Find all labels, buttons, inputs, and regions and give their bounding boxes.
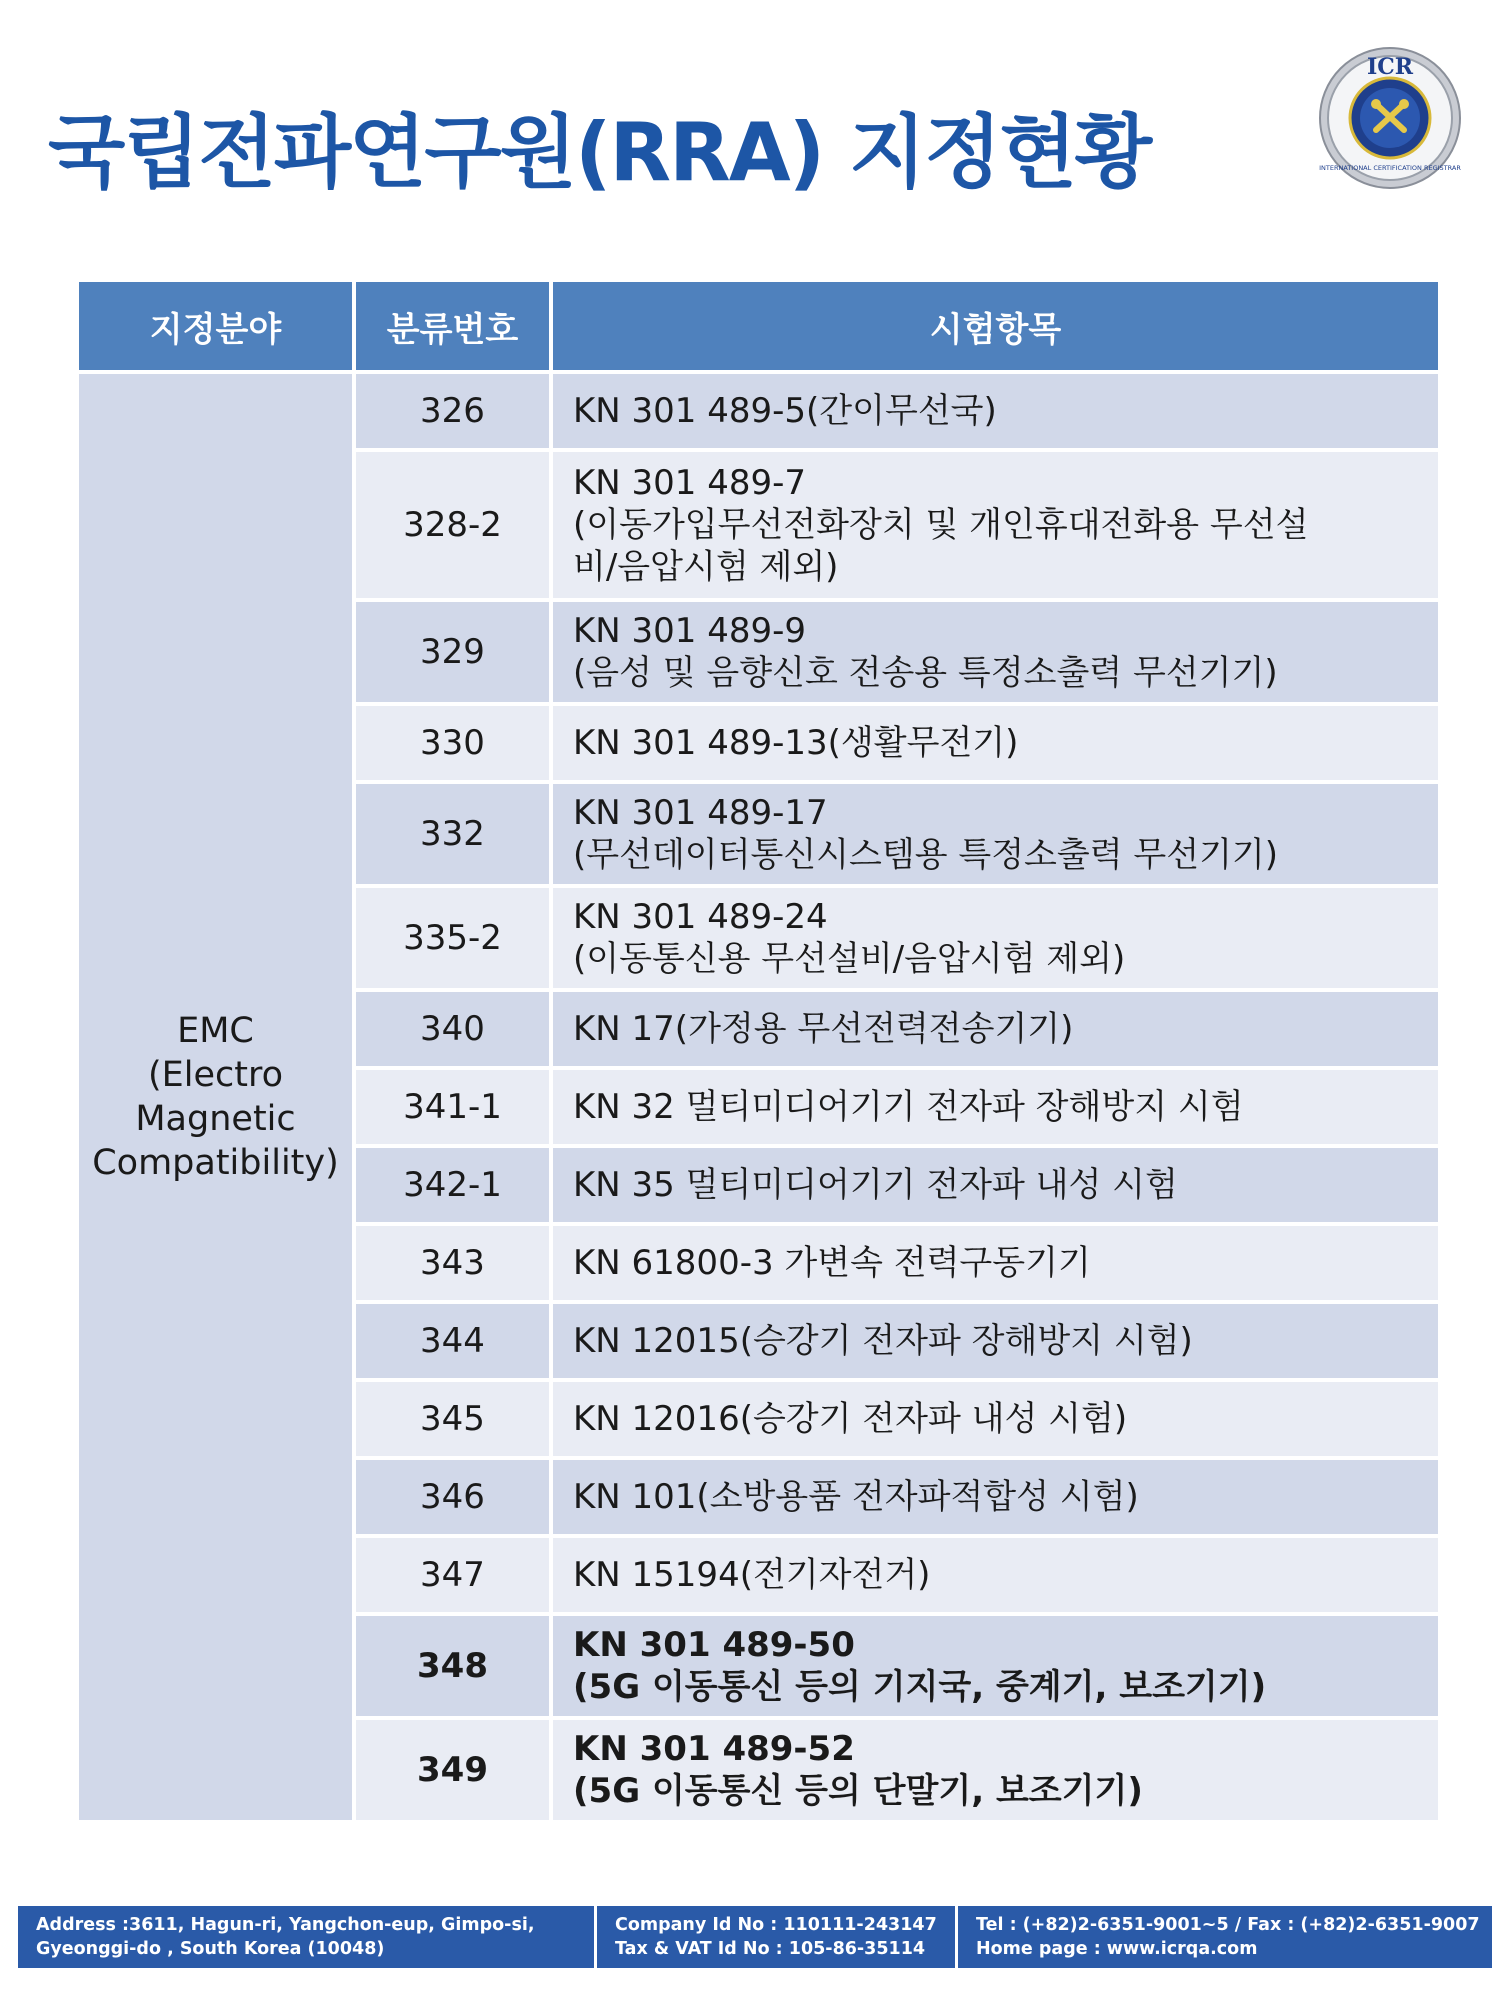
test-item-line: KN 101(소방용품 전자파적합성 시험) — [573, 1477, 1139, 1517]
test-item-cell — [553, 1070, 1438, 1144]
code-cell: 347 — [356, 1538, 549, 1612]
icr-logo — [1318, 46, 1462, 190]
table-row — [79, 374, 1438, 448]
test-item-cell — [553, 374, 1438, 448]
code-cell: 341-1 — [356, 1070, 549, 1144]
homepage-link[interactable]: Home page : www.icrqa.com — [976, 1939, 1258, 1959]
test-item-line: KN 301 489-5(간이무선국) — [573, 391, 997, 431]
code-cell: 328-2 — [356, 452, 549, 598]
header-field: 지정분야 — [79, 282, 352, 370]
code-cell: 330 — [356, 706, 549, 780]
test-item-line: (5G 이동통신 등의 기지국, 중계기, 보조기기) — [573, 1667, 1267, 1707]
test-item-cell — [553, 784, 1438, 884]
test-item-cell — [553, 706, 1438, 780]
test-item-line: KN 35 멀티미디어기기 전자파 내성 시험 — [573, 1165, 1178, 1205]
code-cell: 349 — [356, 1720, 549, 1820]
test-item-line: KN 12015(승강기 전자파 장해방지 시험) — [573, 1321, 1193, 1361]
test-item-cell — [553, 888, 1438, 988]
company-id: Company Id No : 110111-243147 — [615, 1915, 937, 1935]
page-title: 국립전파연구원(RRA) 지정현황 — [48, 106, 1151, 199]
test-item-cell — [553, 1304, 1438, 1378]
test-item-line: (이동통신용 무선설비/음압시험 제외) — [573, 939, 1126, 979]
logo-ring-text: INTERNATIONAL CERTIFICATION REGISTRAR — [1319, 164, 1461, 172]
field-line: (Electro — [147, 1055, 284, 1095]
tax-id: Tax & VAT Id No : 105-86-35114 — [615, 1939, 926, 1959]
test-item-line: (음성 및 음향신호 전송용 특정소출력 무선기기) — [573, 653, 1278, 693]
test-item-line: KN 61800-3 가변속 전력구동기기 — [573, 1243, 1091, 1283]
test-item-line: KN 301 489-50 — [573, 1625, 855, 1665]
logo-letters: ICR — [1366, 54, 1414, 80]
code-cell: 343 — [356, 1226, 549, 1300]
code-cell: 346 — [356, 1460, 549, 1534]
code-cell: 340 — [356, 992, 549, 1066]
test-item-line: KN 301 489-24 — [573, 897, 828, 937]
code-cell: 345 — [356, 1382, 549, 1456]
tel-fax: Tel : (+82)2-6351-9001~5 / Fax : (+82)2-6351-9007 — [976, 1915, 1480, 1935]
test-item-line: KN 301 489-9 — [573, 611, 807, 651]
footer-address — [18, 1906, 597, 1968]
code-cell: 332 — [356, 784, 549, 884]
field-line: EMC — [177, 1011, 254, 1051]
test-item-cell — [553, 1616, 1438, 1716]
test-item-line: KN 12016(승강기 전자파 내성 시험) — [573, 1399, 1128, 1439]
test-item-cell — [553, 1720, 1438, 1820]
test-item-cell — [553, 1460, 1438, 1534]
field-cell-emc — [79, 374, 352, 1820]
test-item-cell — [553, 1538, 1438, 1612]
test-item-line: KN 15194(전기자전거) — [573, 1555, 931, 1595]
test-item-line: KN 301 489-52 — [573, 1729, 855, 1769]
test-item-line: 비/음압시험 제외) — [573, 547, 839, 587]
test-item-line: (5G 이동통신 등의 단말기, 보조기기) — [573, 1771, 1143, 1811]
test-item-cell — [553, 452, 1438, 598]
code-cell: 335-2 — [356, 888, 549, 988]
test-item-line: KN 301 489-7 — [573, 463, 807, 503]
code-cell: 326 — [356, 374, 549, 448]
code-cell: 342-1 — [356, 1148, 549, 1222]
test-item-line: (이동가입무선전화장치 및 개인휴대전화용 무선설 — [573, 505, 1309, 545]
address-line-1: Address :3611, Hagun-ri, Yangchon-eup, Gimpo-si, — [36, 1915, 535, 1935]
footer-contact — [958, 1906, 1492, 1968]
footer-company-ids — [597, 1906, 958, 1968]
field-line: Compatibility) — [92, 1143, 339, 1183]
test-item-line: (무선데이터통신시스템용 특정소출력 무선기기) — [573, 835, 1279, 875]
field-line: Magnetic — [135, 1099, 296, 1139]
test-item-line: KN 301 489-13(생활무전기) — [573, 723, 1019, 763]
code-cell: 329 — [356, 602, 549, 702]
test-item-line: KN 32 멀티미디어기기 전자파 장해방지 시험 — [573, 1087, 1244, 1127]
test-item-line: KN 17(가정용 무선전력전송기기) — [573, 1009, 1074, 1049]
test-item-cell — [553, 1382, 1438, 1456]
code-cell: 344 — [356, 1304, 549, 1378]
test-item-line: KN 301 489-17 — [573, 793, 828, 833]
address-line-2: Gyeonggi-do , South Korea (10048) — [36, 1939, 385, 1959]
test-item-cell — [553, 1148, 1438, 1222]
test-item-cell — [553, 992, 1438, 1066]
test-item-cell — [553, 602, 1438, 702]
header-code: 분류번호 — [356, 282, 549, 370]
code-cell: 348 — [356, 1616, 549, 1716]
footer-bar — [18, 1906, 1492, 1968]
designation-table — [79, 282, 1434, 1824]
test-item-cell — [553, 1226, 1438, 1300]
header-test-item: 시험항목 — [553, 282, 1438, 370]
